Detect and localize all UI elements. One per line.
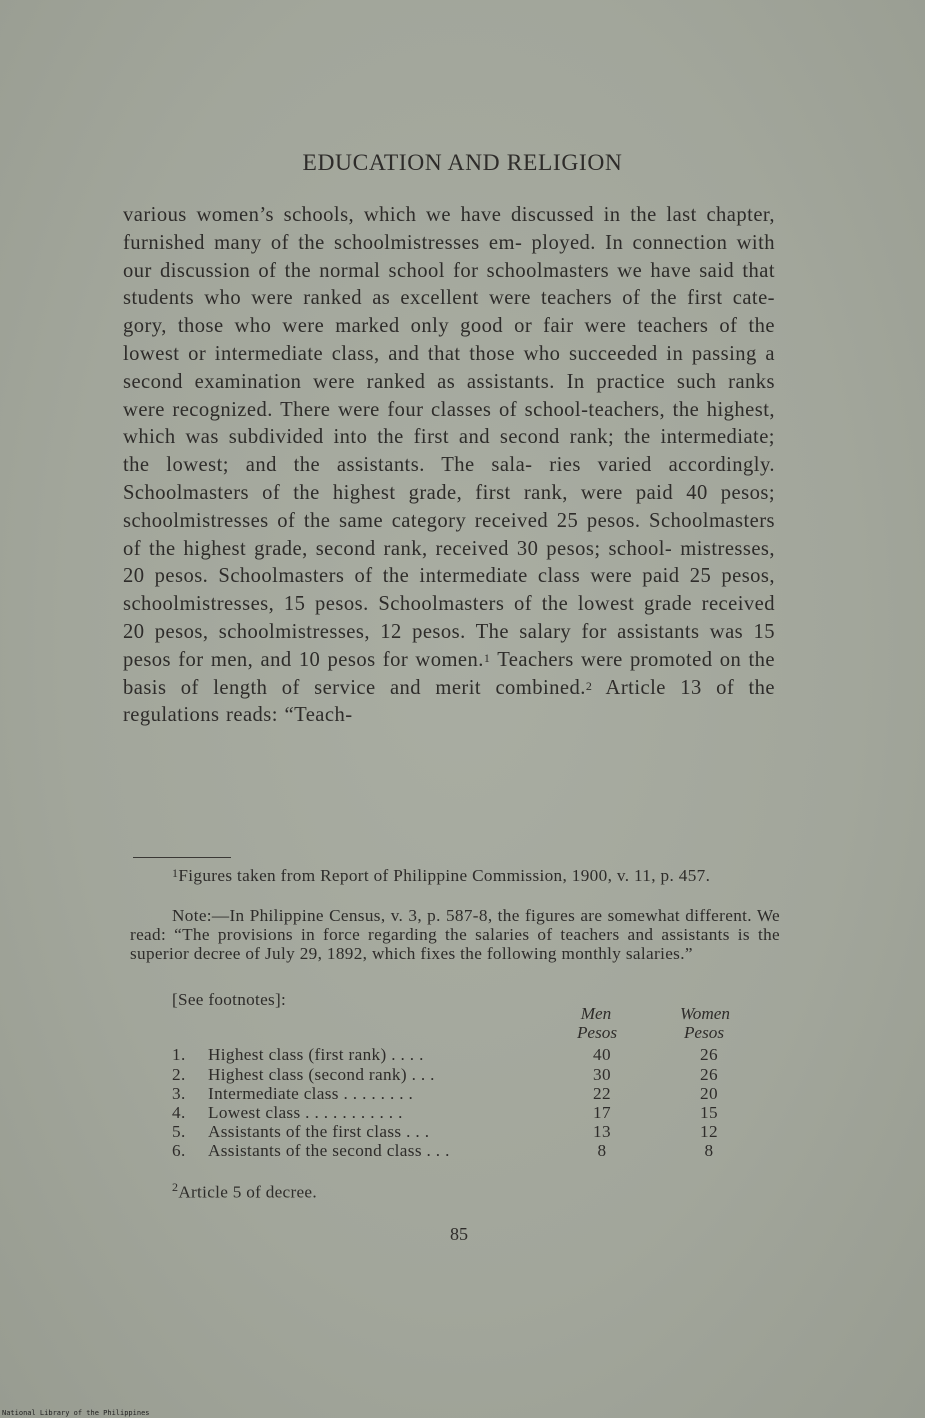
table-row [172,1103,772,1122]
row-men-value: 13 [593,1122,611,1141]
body-line: as assistants. In practice such ranks were recognized. [123,370,775,421]
row-label: Highest class (second rank) . . . [208,1065,435,1084]
running-head: EDUCATION AND RELIGION [302,150,623,176]
body-line: class were paid 25 pesos, schoolmistresses, 15 pesos. [123,565,775,616]
body-line: last chapter, furnished many of the schoolmistresses em- [123,204,775,254]
body-line: intermediate; the lowest; and the assistants. The sala- [123,426,775,477]
body-line: which was subdivided into the first and second rank; the [123,426,651,449]
footnote-2 [172,1180,317,1203]
body-line: ployed. In connection with our discussion of the normal [123,231,775,282]
row-women-value: 8 [704,1141,714,1160]
body-line: mistresses, 20 pesos. Schoolmasters of the intermediate [123,537,775,588]
footnote-rule [133,857,231,858]
page-number: 85 [450,1224,468,1244]
body-line: were ranked as excellent were teachers of the first cate- [251,287,775,310]
row-label: Highest class (first rank) . . . . [208,1045,424,1064]
row-label: Lowest class . . . . . . . . . . . [208,1103,403,1122]
table-row [172,1045,772,1064]
table-row [172,1122,772,1141]
table-row [172,1084,772,1103]
body-line: ries varied accordingly. Schoolmasters of the highest [123,454,775,504]
row-men-value: 30 [593,1065,611,1084]
see-footnotes-label: [See footnotes]: [172,990,287,1009]
row-label: Intermediate class . . . . . . . . [208,1084,414,1103]
row-number: 4. [172,1103,186,1122]
row-label: Assistants of the second class . . . [208,1141,450,1160]
row-men-value: 22 [593,1084,611,1103]
body-line: grade, first rank, were paid 40 pesos; schoolmistresses of [123,481,775,532]
footnote-ref-2[interactable]: 2 [585,678,593,693]
row-number: 2. [172,1065,186,1084]
column-unit-men: Pesos [576,1023,618,1042]
row-number: 3. [172,1084,186,1103]
body-line: teachers of the lowest or intermediate class, and that those [123,315,775,365]
table-row [172,1141,772,1160]
row-women-value: 12 [700,1122,718,1141]
body-line: gory, those who were marked only good or fair were [123,315,627,338]
footnote-note-text: Note:—In Philippine Census, v. 3, p. 587-8, the figures are somewhat different. We read: “The provisions in force regarding the salaries of teachers and assistants is the superior decree of July 29, 1892, which fixes the following monthly salaries.” [130,906,780,963]
body-paragraph [123,202,775,730]
body-line: school for schoolmasters we have said that students who [123,259,775,310]
library-credit: National Library of the Philippines [2,1409,150,1417]
body-line: There were four classes of school-teachers, the highest, [280,398,776,421]
footnote-ref-1[interactable]: 1 [483,650,491,665]
row-label: Assistants of the first class . . . [208,1122,430,1141]
row-number: 5. [172,1122,186,1141]
row-women-value: 20 [700,1084,718,1103]
footnote-2-text: Article 5 of decree. [178,1182,317,1202]
body-line: Article 13 of the regulations reads: “Teach- [123,676,775,727]
row-women-value: 26 [700,1045,718,1064]
row-men-value: 17 [593,1103,611,1122]
row-men-value: 8 [597,1141,607,1160]
body-line: the highest grade, second rank, received 30 pesos; school- [149,537,673,560]
body-line: 15 pesos for men, and 10 pesos for women. [123,620,775,671]
body-line: Schoolmasters of the lowest grade received 20 pesos, [123,593,775,643]
table-row [172,1065,772,1084]
column-unit-women: Pesos [683,1023,725,1042]
body-line: combined. [495,676,586,699]
body-line: the same category received 25 pesos. Schoolmasters of [123,509,775,560]
row-women-value: 15 [700,1103,718,1122]
row-number: 1. [172,1045,186,1064]
body-line: various women’s schools, which we have discussed in the [123,204,657,226]
column-header-women: Women [680,1004,730,1023]
body-line: Teachers [497,648,574,671]
body-line: schoolmistresses, 12 pesos. The salary for assistants was [218,620,744,643]
row-men-value: 40 [593,1045,611,1064]
footnote-1 [130,866,780,885]
footnote-note [130,906,780,963]
body-line: who succeeded in passing a second examination were ranked [123,342,775,393]
row-number: 6. [172,1141,186,1160]
footnote-marker-2: 2 [172,1180,179,1194]
row-women-value: 26 [700,1065,718,1084]
body-line: were promoted on the basis of length of service and merit [123,648,775,699]
footnote-marker-1: 1 [172,866,179,880]
column-header-men: Men [580,1004,612,1023]
footnote-1-text: Figures taken from Report of Philippine Commission, 1900, v. 11, p. 457. [178,866,711,885]
